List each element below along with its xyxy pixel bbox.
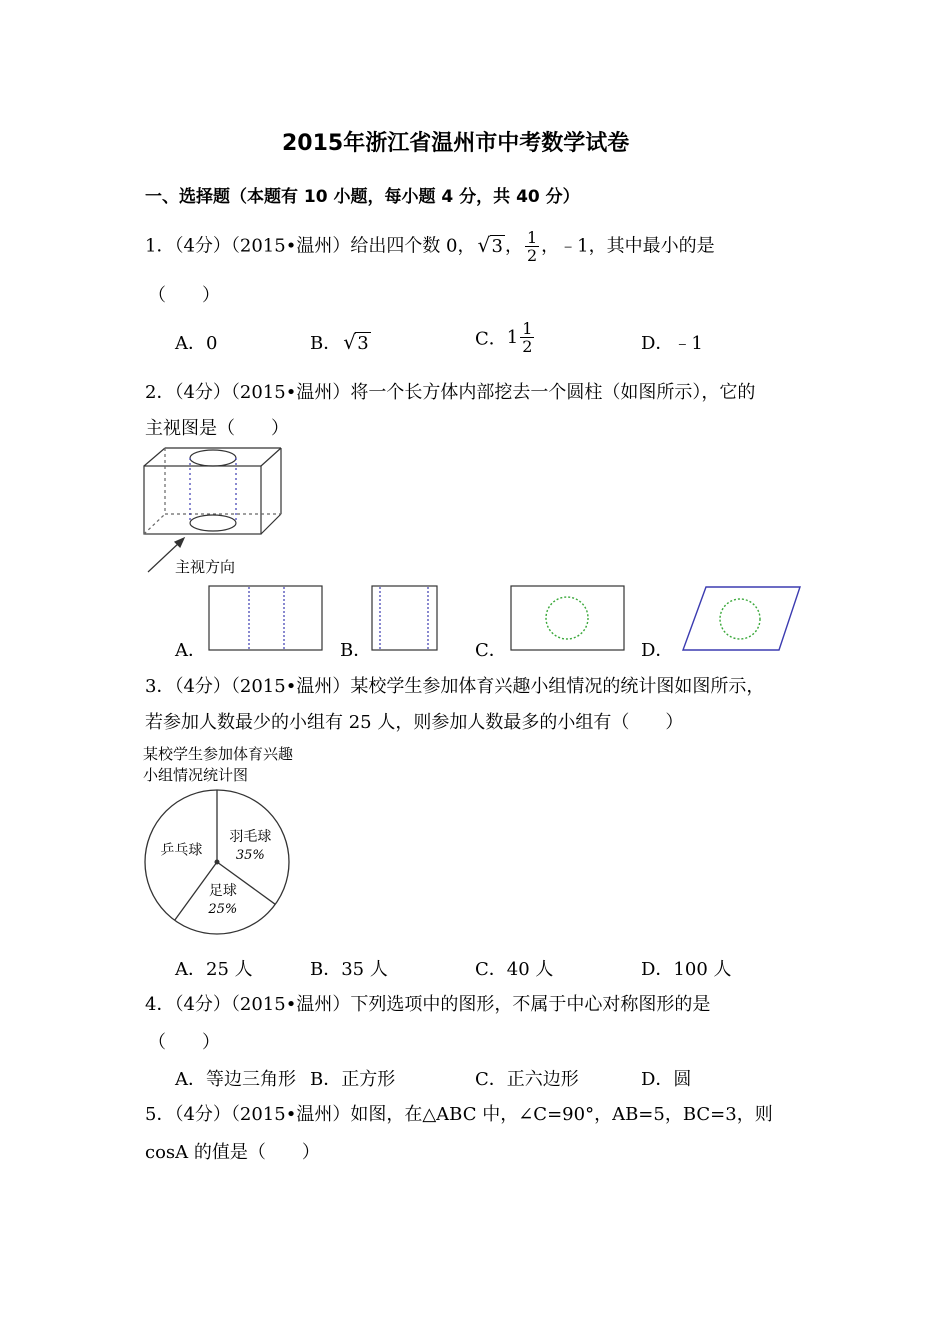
q2-view-label: 主视方向 [175,558,236,576]
q1-option-c[interactable]: C．1 $\frac{1}{2}$ [475,319,533,356]
q2-option-b-label[interactable]: B． [340,640,372,661]
q4-paren: （ ） [148,1032,220,1053]
q1-option-c-den: 2 [522,337,533,356]
q2-line1: 2．（4分）（2015•温州）将一个长方体内部挖去一个圆柱（如图所示），它的 [145,382,756,403]
q2-option-c-label[interactable]: C． [475,640,507,661]
pie-slice-pingpong-label: 乒乓球 [160,842,203,859]
q1-sqrt: √ 3 [477,232,503,257]
q3-line1: 3．（4分）（2015•温州）某校学生参加体育兴趣小组情况的统计图如图所示， [145,676,765,697]
q1-frac-num: 1 [526,228,538,247]
q3-option-a[interactable]: A．25 人 [175,959,253,980]
q2-option-d-figure[interactable] [680,583,805,653]
q2-line2: 主视图是（ ） [145,418,289,439]
q1-option-c-prefix: C． [475,328,507,350]
q2-option-a-figure[interactable] [205,583,327,653]
q1-option-b[interactable] [310,329,371,355]
q4-option-b[interactable]: B．正方形 [310,1069,396,1090]
q1-option-c-fraction [520,320,534,355]
q1-paren: （ ） [148,285,220,306]
q1-stem-a: 1．（4分）（2015•温州）给出四个数 0， [145,235,476,257]
pie-center-dot [215,860,220,865]
q1-option-d[interactable]: D．﹣1 [641,333,703,354]
q4-option-d[interactable]: D．圆 [641,1069,692,1090]
pie-slice-football-label: 足球 [208,882,237,899]
q3-chart-title-2: 小组情况统计图 [143,766,249,784]
q1-option-b-prefix: B． [310,333,342,354]
q1-option-b-sqrt: √ 3 [343,330,369,354]
q1-option-c-num: 1 [522,319,533,338]
q2-option-c-figure[interactable] [507,583,629,653]
q3-option-b[interactable]: B．35 人 [310,959,388,980]
q3-chart-title-1: 某校学生参加体育兴趣 [143,745,294,763]
pie-slice-football-percent: 25% [208,901,238,917]
pie-slice-badminton-percent: 35% [235,848,265,864]
q2-option-d-label[interactable]: D． [641,640,674,661]
q4-line1: 4．（4分）（2015•温州）下列选项中的图形，不属于中心对称图形的是 [145,994,711,1015]
q1-stem-b: ，﹣1，其中最小的是 [541,235,715,257]
q1-fraction [525,229,539,264]
q3-line2: 若参加人数最少的小组有 25 人，则参加人数最多的小组有（ ） [145,712,684,733]
pie-slice-badminton-label: 羽毛球 [229,829,272,846]
q1-option-a[interactable]: A．0 [175,333,218,354]
q3-pie-chart [140,785,302,947]
q3-option-c[interactable]: C．40 人 [475,959,554,980]
section-heading: 一、选择题（本题有 10 小题，每小题 4 分，共 40 分） [145,187,580,207]
q5-line2: cosA 的值是（ ） [145,1142,320,1163]
q1-stem [145,229,715,264]
q3-option-d[interactable]: D．100 人 [641,959,732,980]
q1-frac-den: 2 [526,246,538,265]
q5-line1: 5．（4分）（2015•温州）如图，在△ABC 中，∠C=90°，AB=5，BC=3，则 [145,1104,773,1125]
q1-sep: ， [504,235,523,257]
q4-option-c[interactable]: C．正六边形 [475,1069,579,1090]
q2-option-b-figure[interactable] [368,583,442,653]
q2-option-a-label[interactable]: A． [175,640,206,661]
q1-option-b-value: 3 [357,333,369,354]
q1-sqrt-value: 3 [491,235,503,257]
page-title: 2015年浙江省温州市中考数学试卷 [282,131,630,156]
q4-option-a[interactable]: A．等边三角形 [175,1069,296,1090]
